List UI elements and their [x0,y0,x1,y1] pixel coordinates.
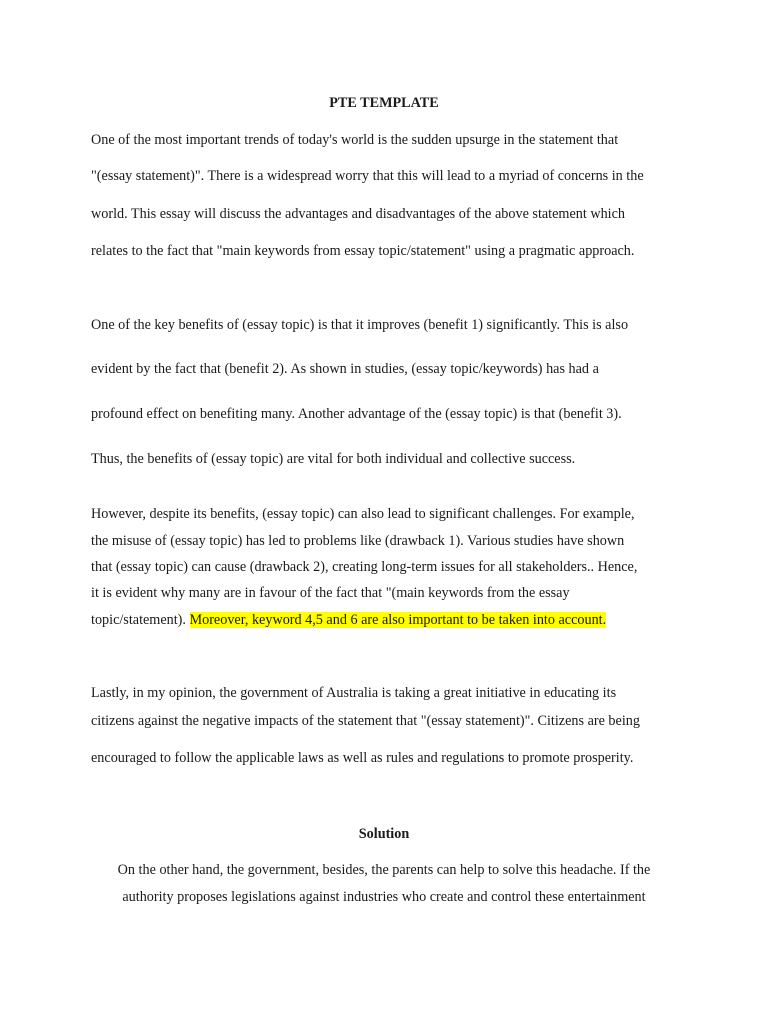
solution-heading: Solution [358,826,410,842]
conclusion-line-3: encouraged to follow the applicable laws as well as rules and regulations to promote prosperity. [91,750,634,766]
intro-line-2: "(essay statement)". There is a widespread worry that this will lead to a myriad of concerns in the [91,168,644,184]
drawbacks-line-3: that (essay topic) can cause (drawback 2), creating long-term issues for all stakeholders.. Hence, [91,559,638,575]
drawbacks-line-1: However, despite its benefits, (essay topic) can also lead to significant challenges. For example, [91,506,635,522]
document-title: PTE TEMPLATE [329,95,439,111]
benefits-line-2: evident by the fact that (benefit 2). As shown in studies, (essay topic/keywords) has had a [91,361,599,377]
benefits-line-1: One of the key benefits of (essay topic) is that it improves (benefit 1) significantly. This is also [91,317,629,333]
drawbacks-line-5-text: topic/statement). [91,612,190,628]
conclusion-line-2: citizens against the negative impacts of the statement that "(essay statement)". Citizens are being [91,713,640,729]
highlighted-text: Moreover, keyword 4,5 and 6 are also important to be taken into account. [189,612,607,628]
intro-line-4: relates to the fact that "main keywords from essay topic/statement" using a pragmatic approach. [91,243,635,259]
solution-line-2: authority proposes legislations against industries who create and control these entertainment [122,889,646,905]
intro-line-3: world. This essay will discuss the advantages and disadvantages of the above statement which [91,206,626,222]
benefits-line-4: Thus, the benefits of (essay topic) are vital for both individual and collective success. [91,451,576,467]
intro-line-1: One of the most important trends of today's world is the sudden upsurge in the statement that [91,132,619,148]
solution-line-1: On the other hand, the government, besides, the parents can help to solve this headache. If the [117,862,651,878]
benefits-line-3: profound effect on benefiting many. Another advantage of the (essay topic) is that (benefit 3). [91,406,622,422]
drawbacks-line-5 [91,611,606,629]
drawbacks-line-4: it is evident why many are in favour of the fact that "(main keywords from the essay [91,585,570,601]
conclusion-line-1: Lastly, in my opinion, the government of Australia is taking a great initiative in educating its [91,685,617,701]
drawbacks-line-2: the misuse of (essay topic) has led to problems like (drawback 1). Various studies have shown [91,533,625,549]
